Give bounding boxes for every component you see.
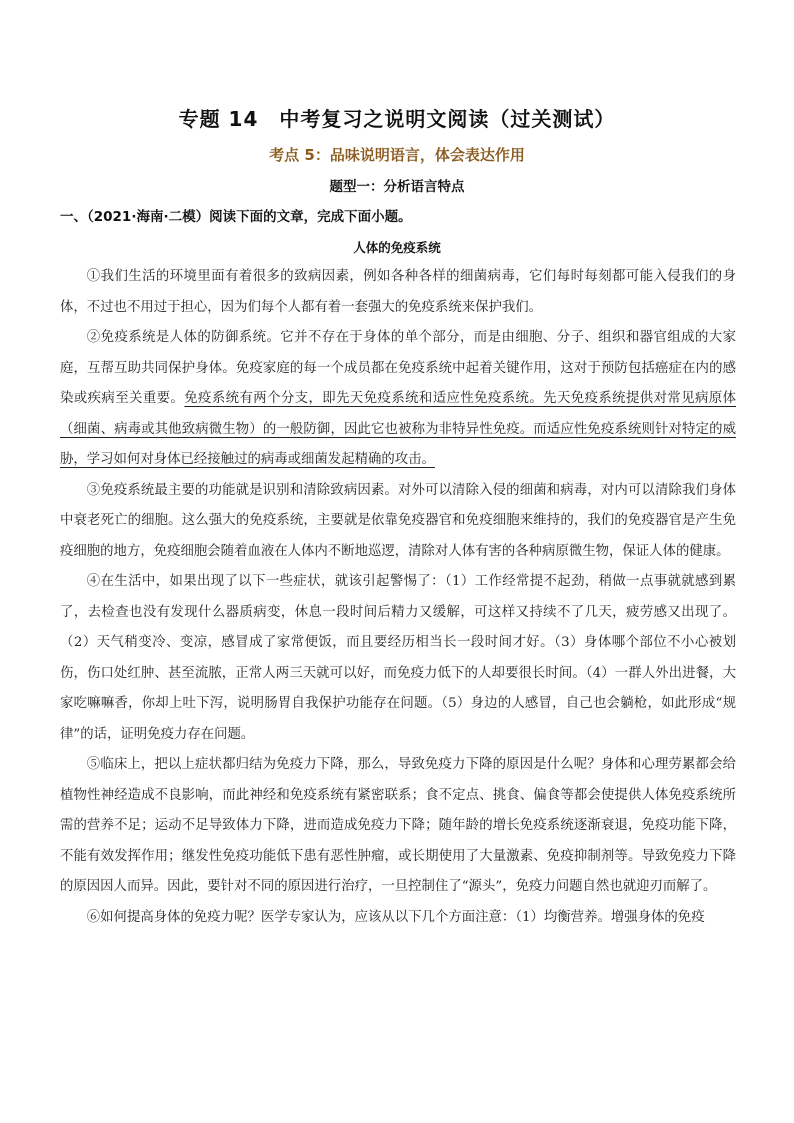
paragraph-2	[60, 323, 736, 476]
paragraph-2-underlined-text: 免疫系统有两个分支，即先天免疫系统和适应性免疫系统。先天免疫系统提供对常见病原体（细菌、病毒或其他致病微生物）的一般防御，因此它也被称为非特异性免疫。而适应性免疫系统则针对特定的威胁，学习如何对身体已经接触过的病毒或细菌发起精确的攻击。	[60, 391, 737, 467]
exam-point-heading: 考点 5：品味说明语言，体会表达作用	[269, 146, 525, 164]
paragraph-3: ③免疫系统最主要的功能就是识别和清除致病因素。对外可以清除入侵的细菌和病毒，对内可以清除我们身体中衰老死亡的细胞。这么强大的免疫系统，主要就是依靠免疫器官和免疫细胞来维持的，我们的免疫器官是产生免疫细胞的地方，免疫细胞会随着血液在人体内不断地巡逻，清除对人体有害的各种病原微生物，保证人体的健康。	[60, 482, 736, 559]
paragraph-1: ①我们生活的环境里面有着很多的致病因素，例如各种各样的细菌病毒，它们每时每刻都可能入侵我们的身体，不过也不用过于担心，因为们每个人都有着一套强大的免疫系统来保护我们。	[60, 269, 736, 315]
paragraph-2-text: ②免疫系统是人体的防御系统。它并不存在于身体的单个部分，而是由细胞、分子、组织和器官组成的大家庭，互帮互助共同保护身体。免疫家庭的每一个成员都在免疫系统中起着关键作用，这对于预防包括癌症在内的感染或疾病至关重要。	[60, 330, 736, 406]
article-body	[60, 262, 736, 933]
document-title: 专题 14 中考复习之说明文阅读（过关测试）	[178, 107, 616, 131]
article-title: 人体的免疫系统	[353, 240, 441, 255]
paragraph-5: ⑤临床上，把以上症状都归结为免疫力下降，那么，导致免疫力下降的原因是什么呢？身体和心理劳累都会给植物性神经造成不良影响，而此神经和免疫系统有紧密联系；食不定点、挑食、偏食等都会使提供人体免疫系统所需的营养不足；运动不足导致体力下降，进而造成免疫力下降；随年龄的增长免疫系统逐渐衰退，免疫功能下降，不能有效发挥作用；继发性免疫功能低下患有恶性肿瘤，或长期使用了大量激素、免疫抑制剂等。导致免疫力下降的原因因人而异。因此，要针对不同的原因进行治疗，一旦控制住了“源头”，免疫力问题自然也就迎刃而解了。	[60, 757, 736, 894]
paragraph-6: ⑥如何提高身体的免疫力呢？医学专家认为，应该从以下几个方面注意：（1）均衡营养。增强身体的免疫	[86, 909, 705, 925]
question-type-heading: 题型一：分析语言特点	[329, 179, 465, 195]
question-prompt: 一、（2021·海南·二模）阅读下面的文章，完成下面小题。	[60, 209, 412, 225]
paragraph-4: ④在生活中，如果出现了以下一些症状，就该引起警惕了：（1）工作经常提不起劲，稍做一点事就就感到累了，去检查也没有发现什么器质病变，休息一段时间后精力又缓解，可这样又持续不了几天，疲劳感又出现了。（2）天气稍变冷、变凉，感冒成了家常便饭，而且要经历相当长一段时间才好。（3）身体哪个部位不小心被划伤，伤口处红肿、甚至流脓，正常人两三天就可以好，而免疫力低下的人却要很长时间。（4）一群人外出进餐，大家吃嘛嘛香，你却上吐下泻，说明肠胃自我保护功能存在问题。（5）身边的人感冒，自己也会躺枪，如此形成“规律”的话，证明免疫力存在问题。	[60, 574, 736, 742]
